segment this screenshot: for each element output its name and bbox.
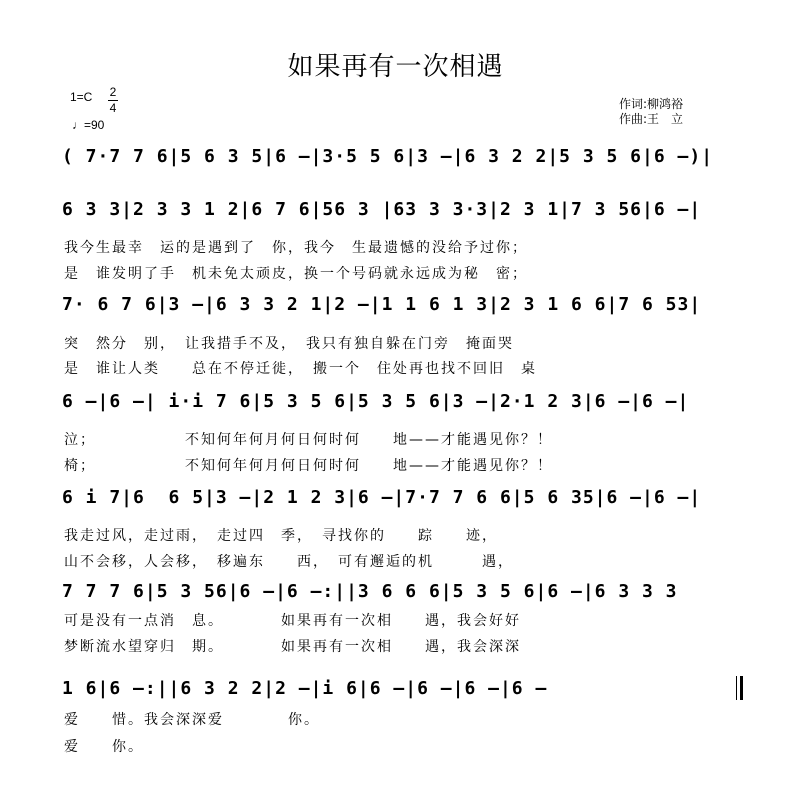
time-signature <box>108 86 118 115</box>
music-line-4: 6 –|6 –| i·i 7 6|5 3 5 6|5 3 5 6|3 –|2·1 2 3|6 –|6 –| <box>62 391 690 412</box>
song-title: 如果再有一次相遇 <box>287 52 504 82</box>
meter-top: 2 <box>109 85 117 99</box>
lyricist-credit: 作词:柳鸿裕 <box>619 97 684 111</box>
lyric-line-4: 是 谁让人类 总在不停迁徙， 搬一个 住处再也找不回旧 桌 <box>64 361 537 377</box>
lyric-line-10: 梦断流水望穿归 期。 如果再有一次相 遇，我会深深 <box>64 639 521 655</box>
lyric-line-7: 我走过风，走过雨， 走过四 季， 寻找你的 踪 迹， <box>64 528 498 544</box>
lyric-line-2: 是 谁发明了手 机未免太顽皮，换一个号码就永远成为秘 密； <box>64 266 528 282</box>
lyric-line-9: 可是没有一点消 息。 如果再有一次相 遇，我会好好 <box>64 613 521 629</box>
lyric-line-8: 山不会移，人会移， 移遍东 西， 可有邂逅的机 遇， <box>64 554 514 570</box>
key-signature: 1=C <box>70 90 93 104</box>
music-line-2: 6 3 3|2 3 3 1 2|6 7 6|56 3 |63 3 3·3|2 3 1|7 3 56|6 –| <box>62 199 702 220</box>
lyric-line-5: 泣； 不知何年何月何日何时何 地——才能遇见你？！ <box>64 432 553 448</box>
final-barline <box>736 676 743 700</box>
music-line-5: 6 i 7|6 6 5|3 –|2 1 2 3|6 –|7·7 7 6 6|5 6 35|6 –|6 –| <box>62 487 702 508</box>
meter-bottom: 4 <box>109 101 117 115</box>
music-line-1: ( 7·7 7 6|5 6 3 5|6 –|3·5 5 6|3 –|6 3 2 2|5 3 5 6|6 –)| <box>62 146 714 167</box>
lyric-line-6: 椅； 不知何年何月何日何时何 地——才能遇见你？！ <box>64 458 553 474</box>
tempo-marking: ♩=90 <box>72 118 105 132</box>
lyric-line-12: 爱 你。 <box>64 739 144 755</box>
lyric-line-3: 突 然分 别， 让我措手不及， 我只有独自躲在门旁 掩面哭 <box>64 336 514 352</box>
music-line-6: 7 7 7 6|5 3 56|6 –|6 –:||3 6 6 6|5 3 5 6|6 –|6 3 3 3 <box>62 581 678 602</box>
composer-credit: 作曲:王 立 <box>619 112 684 126</box>
lyric-line-1: 我今生最幸 运的是遇到了 你，我今 生最遗憾的没给予过你； <box>64 240 528 256</box>
music-line-3: 7· 6 7 6|3 –|6 3 3 2 1|2 –|1 1 6 1 3|2 3 1 6 6|7 6 53| <box>62 294 702 315</box>
music-line-7: 1 6|6 –:||6 3 2 2|2 –|i 6|6 –|6 –|6 –|6 – <box>62 678 548 699</box>
lyric-line-11: 爱 惜。我会深深爱 你。 <box>64 712 320 728</box>
